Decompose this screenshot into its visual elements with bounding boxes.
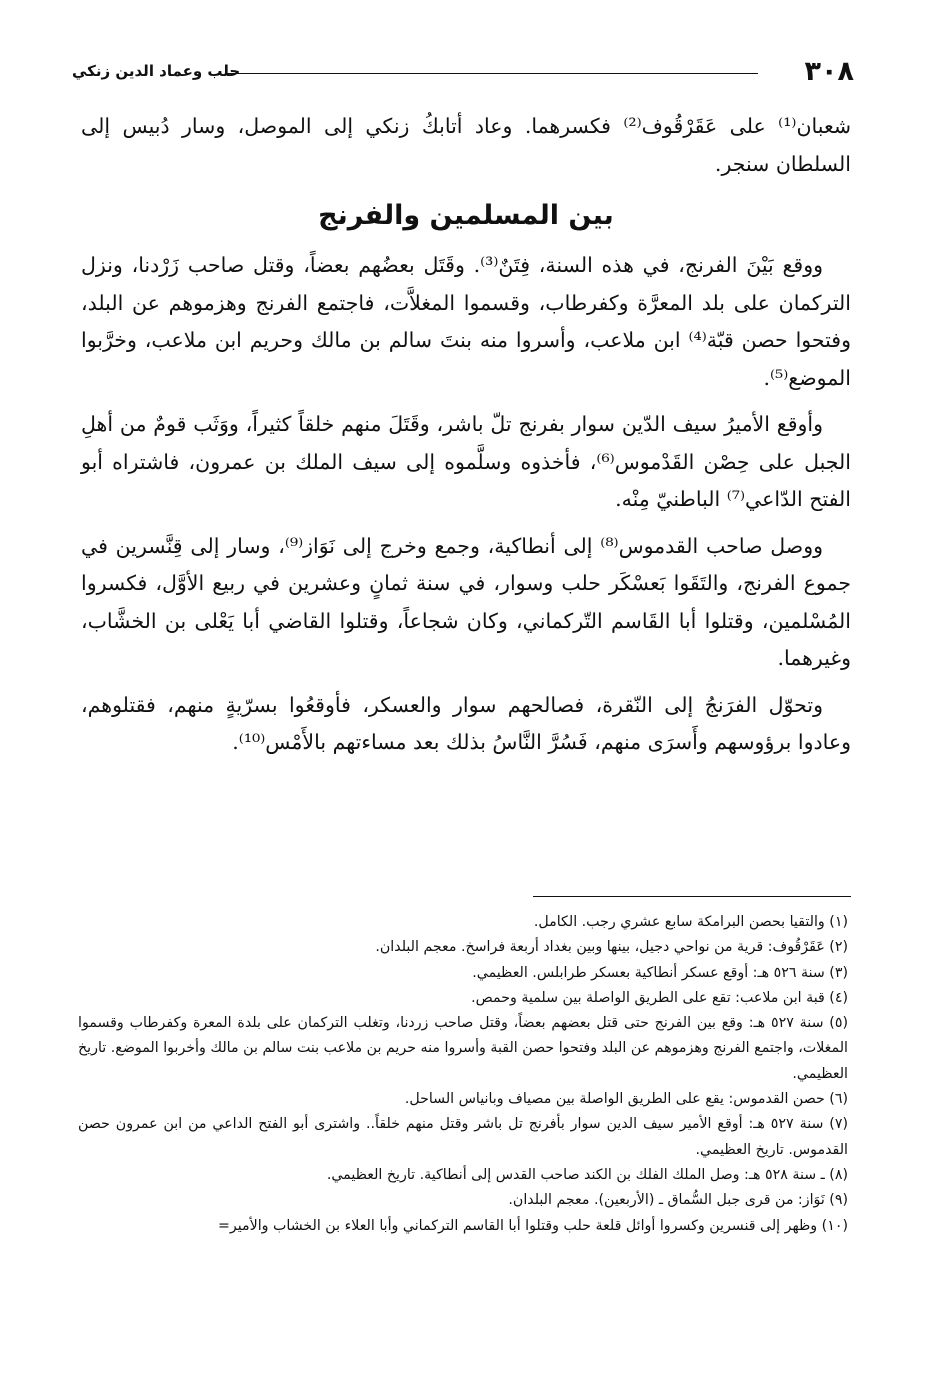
footnote-3: (٣) سنة ٥٢٦ هـ: أوقع عسكر أنطاكية بعسكر طرابلس. العظيمي.: [472, 964, 848, 981]
footnote-9: (٩) نَوَاز: من قرى جبل السُّماق ـ (الأربعين). معجم البلدان.: [508, 1192, 848, 1209]
body-paragraph-2: وأوقع الأميرُ سيف الدّين سوار بفرنج تلّ باشر، وقَتَلَ منهم خلقاً كثيراً، ووَثَب قومٌ من أهلِ الجبل على حِصْن القَدْموس⁽⁶⁾، فأخذوه وسلَّموه إلى سيف الملك بن عمرون، فاشتراه أبو الفتح الدّاعي⁽⁷⁾ الباطنيّ مِنْه.: [81, 412, 851, 511]
body-paragraph-4: وتحوّل الفرَنجُ إلى النّقرة، فصالحهم سوار والعسكر، فأوقعُوا بسرّيةٍ منهم، فقتلوهم، وعادوا برؤوسهم وأَسرَى منهم، فَسُرَّ النَّاسُ بذلك بعد مساءتهم بالأَمْس⁽¹⁰⁾.: [81, 692, 851, 754]
footnotes: [78, 910, 848, 1239]
footnote-4: (٤) قبة ابن ملاعب: تقع على الطريق الواصلة بين سلمية وحمص.: [471, 989, 848, 1006]
footnote-1: (١) والتقيا بحصن البرامكة سابع عشري رجب. الكامل.: [533, 914, 848, 930]
footnote-6: (٦) حصن القدموس: يقع على الطريق الواصلة بين مصياف وبانياس الساحل.: [404, 1091, 848, 1108]
page-header: [72, 55, 854, 95]
footnote-2: (٢) عَقَرْقُوف: قرية من نواحي دجيل، بينها وبين بغداد أربعة فراسخ. معجم البلدان.: [375, 939, 848, 956]
header-rule: [226, 73, 758, 74]
footnote-8: (٨) ـ سنة ٥٢٨ هـ: وصل الملك الفلك بن الكند صاحب القدس إلى أنطاكية. تاريخ العظيمي.: [326, 1166, 848, 1183]
running-title: حلب وعماد الدين زنكي: [72, 62, 241, 80]
body-paragraph-1: ووقع بَيْنَ الفرنج، في هذه السنة، فِتَنٌ⁽³⁾. وقَتَل بعضُهم بعضاً، وقتل صاحب زَرْدنا، ونزل التركمان على بلد المعرَّة وكفرطاب، وقسموا المغلاَّت، فاجتمع الفرنج وهزموهم عن البلد، وفتحوا حصن قبّة⁽⁴⁾ ابن ملاعب، وأسروا منه بنتَ سالم بن مالك وحريم ابن ملاعب، وخرَّبوا الموضع⁽⁵⁾.: [81, 253, 851, 390]
footnote-7: (٧) سنة ٥٢٧ هـ: أوقع الأمير سيف الدين سوار بأفرنج تل باشر وقتل منهم خلقاً.. واشترى أبو الفتح الداعي من ابن عمرون حصن القدموس. تاريخ العظيمي.: [78, 1116, 848, 1158]
footnote-10: (١٠) وظهر إلى قنسرين وكسروا أوائل قلعة حلب وقتلوا أبا القاسم التركماني وأبا العلاء بن الخشاب والأمير=: [218, 1217, 848, 1234]
section-heading: بين المسلمين والفرنج: [318, 200, 614, 231]
page-number: ٣٠٨: [804, 56, 854, 87]
footnote-5: (٥) سنة ٥٢٧ هـ: وقع بين الفرنج حتى قتل بعضهم بعضاً، وقتل صاحب زردنا، وتغلب التركمان على بلدة المعرة وكفرطاب وقسموا المغلات، واجتمع الفرنج وهزموهم عن البلد وفتحوا حصن القبة وأسروا منه حريم بن ملاعب بنت سالم بن مالك وأخربوا الموضع. تاريخ العظيمي.: [78, 1015, 848, 1082]
intro-paragraph: شعبان⁽¹⁾ على عَقَرْقُوف⁽²⁾ فكسرهما. وعاد أتابكُ زنكي إلى الموصل، وسار دُبيس إلى السلطان سنجر.: [81, 114, 852, 176]
main-text: [81, 108, 851, 762]
body-paragraph-3: ووصل صاحب القدموس⁽⁸⁾ إلى أنطاكية، وجمع وخرج إلى نَوَاز⁽⁹⁾، وسار إلى قِنَّسرين في جموع الفرنج، والتَقَوا بَعسْكَر حلب وسوار، في سنة ثمانٍ وعشرين في ربيع الأوَّل، فكسروا المُسْلمين، وقتلوا أبا القَاسم التّركماني، وكان شجاعاً، وقتلوا القاضي أبا يَعْلى بن الخشَّاب، وغيرهما.: [81, 533, 851, 670]
footnote-divider: [533, 896, 851, 897]
